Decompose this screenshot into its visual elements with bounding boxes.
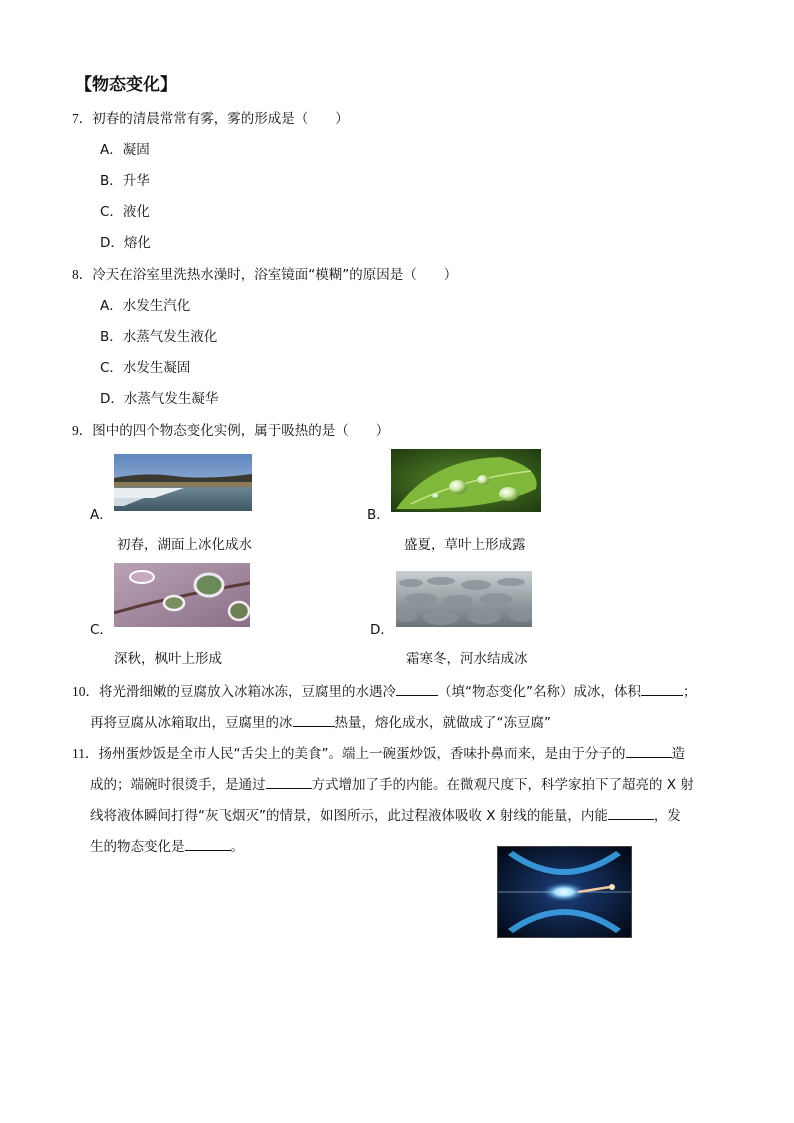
q9-choice-a-letter[interactable]: A． — [90, 507, 113, 523]
q9-choice-b-caption: 盛夏，草叶上形成露 — [404, 537, 526, 553]
q10-text-1a: 将光滑细嫩的豆腐放入冰箱冰冻，豆腐里的水遇冷 — [99, 684, 396, 700]
q11-text-4a: 生的物态变化是 — [90, 839, 185, 855]
q8-option-b[interactable]: B．水蒸气发生液化 — [100, 329, 218, 345]
q7-option-a[interactable]: A．凝固 — [100, 142, 150, 158]
q11-line-4 — [90, 835, 244, 855]
q10-number: 10． — [72, 684, 99, 699]
q7-number: 7． — [72, 111, 93, 126]
q9-choice-a-caption: 初春，湖面上冰化成水 — [117, 537, 252, 553]
q9-choice-c-caption: 深秋，枫叶上形成 — [114, 651, 222, 667]
xray-liquid-photo — [497, 846, 632, 938]
q9-choice-d-caption: 霜寒冬，河水结成冰 — [406, 651, 528, 667]
q11-text-1b: 造 — [671, 746, 685, 762]
q11-text-3a: 线将液体瞬间打得“灰飞烟灭”的情景，如图所示，此过程液体吸收 X 射线的能量，内能 — [90, 808, 608, 824]
q10-blank-1[interactable] — [396, 683, 438, 696]
q9-stem: 图中的四个物态变化实例，属于吸热的是（ ） — [92, 423, 390, 439]
q9-stem-line — [72, 419, 389, 439]
q10-line-2 — [90, 711, 551, 731]
q7-stem: 初春的清晨常常有雾，雾的形成是（ ） — [92, 111, 349, 127]
q10-blank-3[interactable] — [293, 714, 335, 727]
q9-choice-b-letter[interactable]: B． — [367, 507, 390, 523]
q11-text-2a: 成的；端碗时很烫手，是通过 — [90, 777, 266, 793]
q10-text-1c: ； — [683, 684, 697, 700]
q10-line-1 — [72, 680, 697, 700]
q11-blank-1[interactable] — [626, 745, 672, 758]
q10-text-2a: 再将豆腐从冰箱取出，豆腐里的冰 — [90, 715, 293, 731]
q8-number: 8． — [72, 267, 93, 282]
q9-choice-d-letter[interactable]: D． — [370, 622, 394, 638]
q11-text-4b: 。 — [230, 839, 244, 855]
q11-blank-4[interactable] — [185, 838, 231, 851]
q8-option-a[interactable]: A．水发生汽化 — [100, 298, 191, 314]
q9-choice-c-letter[interactable]: C． — [90, 622, 113, 638]
q10-text-1b: （填“物态变化”名称）成冰，体积 — [438, 684, 641, 700]
leaf-dew-photo — [391, 449, 541, 512]
q10-text-2b: 热量，熔化成水，就做成了“冻豆腐” — [334, 715, 551, 731]
q11-text-3b: ，发 — [653, 808, 681, 824]
q8-stem: 冷天在浴室里洗热水澡时，浴室镜面“模糊”的原因是（ ） — [92, 267, 458, 283]
q11-line-3 — [90, 804, 681, 824]
q11-line-2 — [90, 773, 694, 793]
q8-stem-line — [72, 263, 457, 283]
frost-leaf-photo — [114, 563, 250, 627]
q9-number: 9． — [72, 423, 93, 438]
q8-option-d[interactable]: D．水蒸气发生凝华 — [100, 391, 219, 407]
q8-option-c[interactable]: C．水发生凝固 — [100, 360, 191, 376]
q7-option-d[interactable]: D．熔化 — [100, 235, 151, 251]
q7-option-b[interactable]: B．升华 — [100, 173, 150, 189]
q7-stem-line — [72, 107, 349, 127]
q7-option-c[interactable]: C．液化 — [100, 204, 150, 220]
section-title: 【物态变化】 — [75, 75, 177, 95]
q11-blank-2[interactable] — [266, 776, 312, 789]
q10-blank-2[interactable] — [641, 683, 683, 696]
lake-ice-photo — [114, 454, 252, 511]
q11-line-1 — [72, 742, 685, 762]
q11-text-2b: 方式增加了手的内能。在微观尺度下，科学家拍下了超亮的 X 射 — [311, 777, 694, 793]
q11-number: 11． — [72, 746, 99, 761]
q11-text-1a: 扬州蛋炒饭是全市人民“舌尖上的美食”。端上一碗蛋炒饭，香味扑鼻而来，是由于分子的 — [98, 746, 626, 762]
q11-blank-3[interactable] — [608, 807, 654, 820]
river-ice-photo — [396, 571, 532, 627]
